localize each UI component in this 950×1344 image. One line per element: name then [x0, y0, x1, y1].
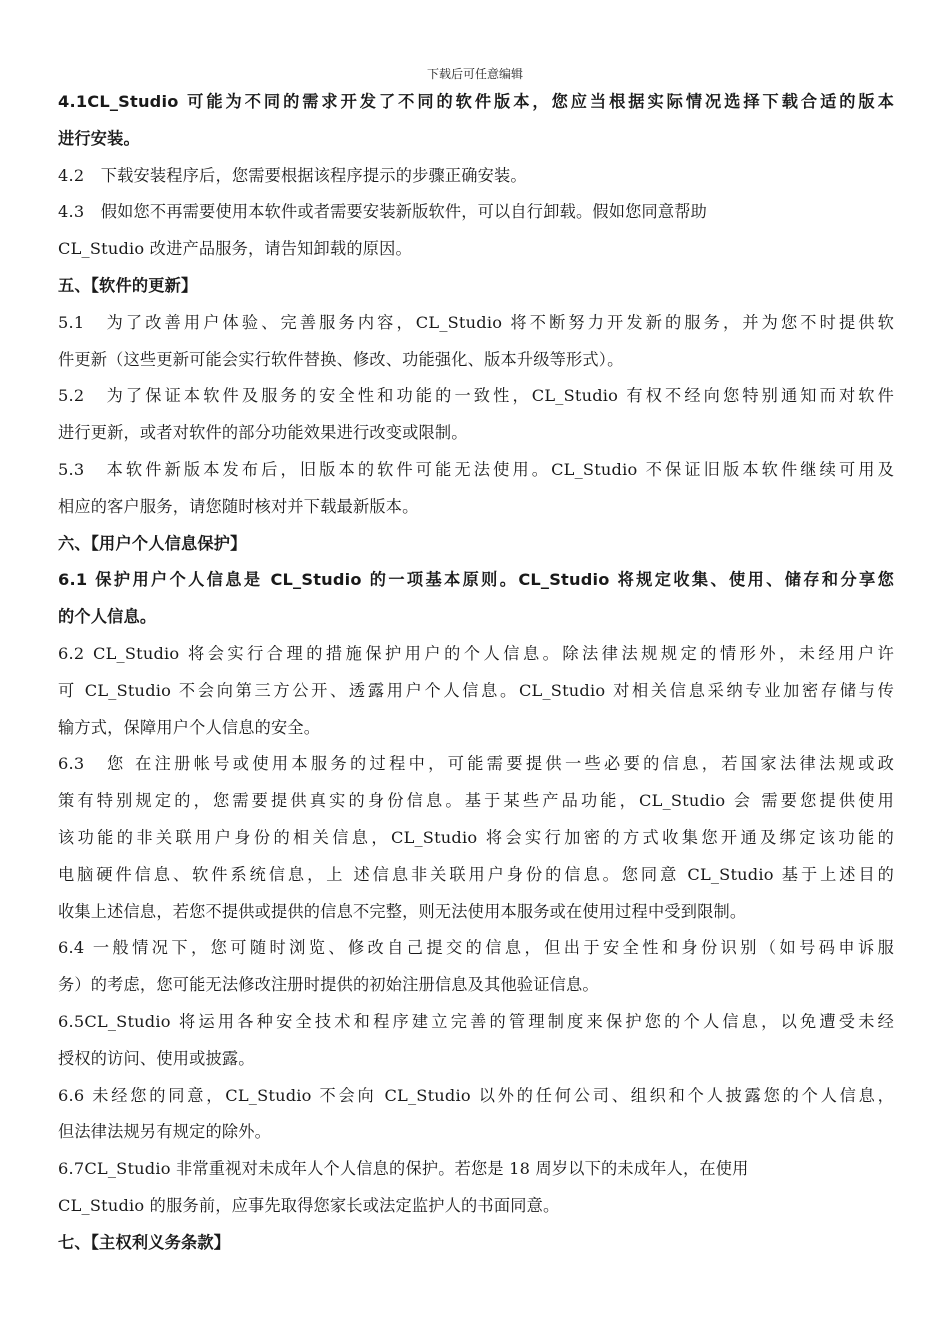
text-line: 6.4 一般情况下，您可随时浏览、修改自己提交的信息，但出于安全性和身份识别（如号码申诉服 — [58, 938, 894, 958]
text-line: 6.2 CL_Studio 将会实行合理的措施保护用户的个人信息。除法律法规规定的情形外，未经用户许 — [58, 643, 894, 663]
text-line: 5.3 本软件新版本发布后，旧版本的软件可能无法使用。CL_Studio 不保证旧版本软件继续可用及 — [58, 459, 894, 479]
text-line: 进行更新，或者对软件的部分功能效果进行改变或限制。 — [58, 423, 468, 443]
text-line: 5.1 为了改善用户体验、完善服务内容，CL_Studio 将不断努力开发新的服务，并为您不时提供软 — [58, 312, 894, 332]
heading-line: 六、【用户个人信息保护】 — [58, 533, 247, 553]
text-line: 件更新（这些更新可能会实行软件替换、修改、功能强化、版本升级等形式）。 — [58, 349, 624, 369]
heading-line: 七、【主权利义务条款】 — [58, 1232, 231, 1252]
text-line: 4.2 下载安装程序后，您需要根据该程序提示的步骤正确安装。 — [58, 165, 527, 185]
text-line: 6.6 未经您的同意，CL_Studio 不会向 CL_Studio 以外的任何公司、组织和个人披露您的个人信息， — [58, 1085, 894, 1105]
text-line: 策有特别规定的，您需要提供真实的身份信息。基于某些产品功能，CL_Studio 会 需要您提供使用 — [58, 791, 894, 811]
heading-line: 五、【软件的更新】 — [58, 275, 198, 295]
text-line: 电脑硬件信息、软件系统信息，上 述信息非关联用户身份的信息。您同意 CL_Studio 基于上述目的 — [58, 864, 894, 884]
text-line: 5.2 为了保证本软件及服务的安全性和功能的一致性，CL_Studio 有权不经向您特别通知而对软件 — [58, 386, 894, 406]
page-header: 下载后可任意编辑 — [426, 67, 523, 81]
text-line: 6.7CL_Studio 非常重视对未成年人个人信息的保护。若您是 18 周岁以下的未成年人，在使用 — [58, 1159, 749, 1179]
text-line: 该功能的非关联用户身份的相关信息，CL_Studio 将会实行加密的方式收集您开通及绑定该功能的 — [58, 827, 894, 847]
text-line: 务）的考虑，您可能无法修改注册时提供的初始注册信息及其他验证信息。 — [58, 975, 599, 995]
heading-line: 的个人信息。 — [58, 607, 157, 627]
text-line: 输方式，保障用户个人信息的安全。 — [58, 717, 321, 737]
document-body — [58, 84, 894, 1262]
text-line: CL_Studio 改进产品服务，请告知卸载的原因。 — [58, 239, 412, 259]
heading-line: 进行安装。 — [58, 128, 140, 148]
text-line: 可 CL_Studio 不会向第三方公开、透露用户个人信息。CL_Studio 对相关信息采纳专业加密存储与传 — [58, 680, 894, 700]
text-line: 但法律法规另有规定的除外。 — [58, 1122, 272, 1142]
text-line: CL_Studio 的服务前，应事先取得您家长或法定监护人的书面同意。 — [58, 1195, 560, 1215]
text-line: 4.3 假如您不再需要使用本软件或者需要安装新版软件，可以自行卸载。假如您同意帮助 — [58, 202, 708, 222]
text-line: 6.5CL_Studio 将运用各种安全技术和程序建立完善的管理制度来保护您的个人信息，以免遭受未经 — [58, 1011, 894, 1031]
text-line: 相应的客户服务，请您随时核对并下载最新版本。 — [58, 496, 419, 516]
text-line: 授权的访问、使用或披露。 — [58, 1048, 255, 1068]
text-line: 收集上述信息，若您不提供或提供的信息不完整，则无法使用本服务或在使用过程中受到限制。 — [58, 901, 747, 921]
heading-line: 4.1CL_Studio 可能为不同的需求开发了不同的软件版本，您应当根据实际情况选择下载合适的版本 — [58, 92, 894, 111]
text-line: 6.3 您 在注册帐号或使用本服务的过程中，可能需要提供一些必要的信息，若国家法律法规或政 — [58, 754, 894, 774]
heading-line: 6.1 保护用户个人信息是 CL_Studio 的一项基本原则。CL_Studio 将规定收集、使用、储存和分享您 — [58, 570, 894, 590]
